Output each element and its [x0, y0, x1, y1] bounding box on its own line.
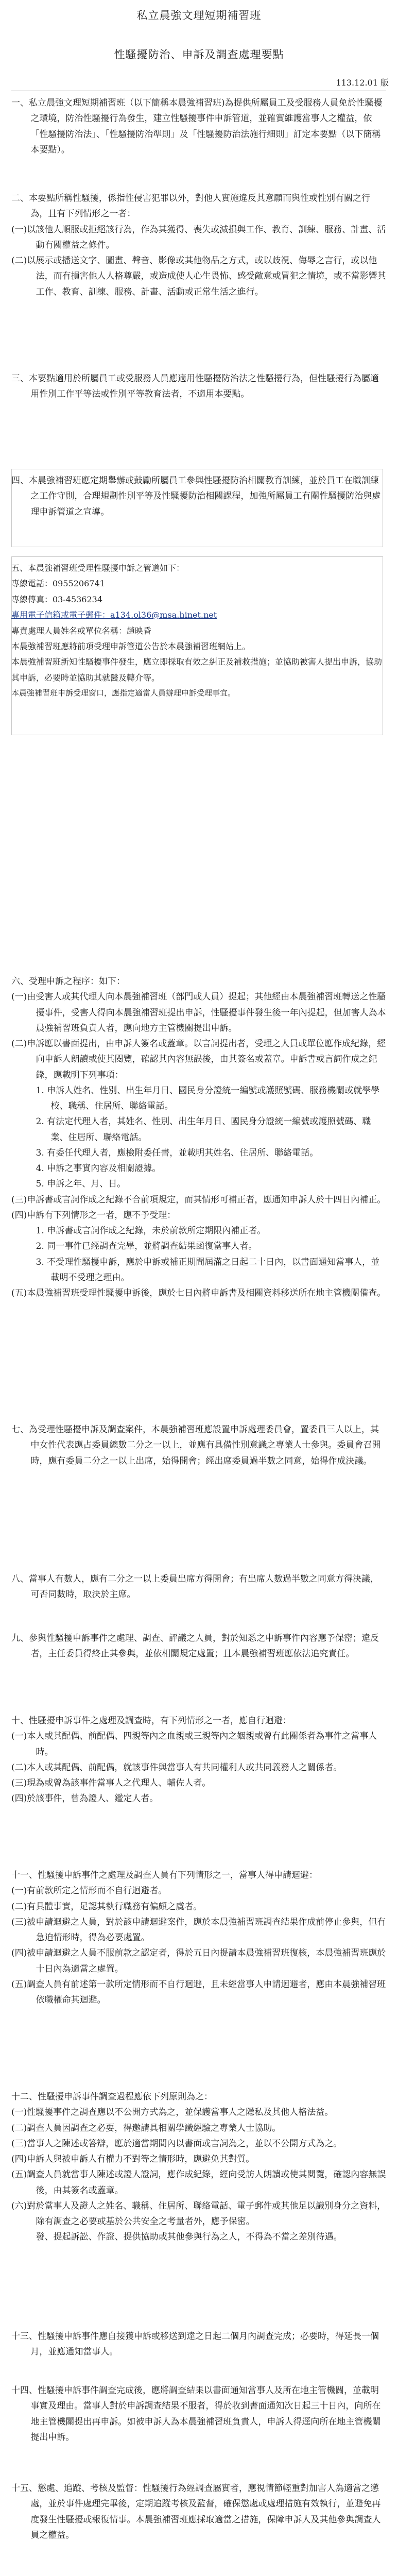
section-10-head: 十、性騷擾申訴事件之處理及調查時，有下列情形之一者，應自行迴避： [11, 1716, 291, 1726]
section-6-sub-2: 2. 有法定代理人者，其姓名、性別、出生年月日、國民身分證統一編號或護照號碼、職業、住居所、聯絡電話。 [36, 1116, 371, 1143]
section-10 [11, 1713, 387, 1807]
section-5-note: 本晨強補習班申訴受理窗口，應指定適當人員辦理申訴受理事宜。 [11, 688, 236, 698]
section-14 [11, 2383, 387, 2445]
section-2-head: 二、本要點所稱性騷擾，係指性侵害犯罪以外，對他人實施違反其意願而與性或性別有關之行為，且有下列情形之一者： [11, 193, 370, 219]
section-6-head: 六、受理申訴之程序：如下： [11, 976, 125, 987]
section-6-sub-8: 3. 不受理性騷擾申訴，應於申訴或補正期間屆滿之日起二十日內，以書面通知當事人，並載明不受理之理由。 [36, 1257, 380, 1283]
section-6-sub-4: 4. 申訴之事實內容及相關證據。 [36, 1163, 161, 1174]
section-6-item-5: (五)本晨強補習班受理性騷擾申訴後，應於七日內將申訴書及相關資料移送所在地主管機關備查。 [11, 1288, 386, 1298]
section-12-item-5: (五)調查人員就當事人陳述或證人證詞，應作成紀錄，經向受訪人朗讀或使其閱覽，確認內容無誤後，由其簽名或蓋章。 [11, 2170, 386, 2196]
hotline-fax: 專線傳真：03-4536234 [11, 594, 103, 604]
section-6 [11, 974, 387, 1301]
school-name: 私立晨強文理短期補習班 [136, 9, 262, 22]
section-13 [11, 2329, 387, 2360]
section-8 [11, 1571, 387, 1603]
section-7 [11, 1422, 387, 1469]
section-12-item-2: (二)調查人員因調查之必要，得邀請具相關學識經驗之專業人士協助。 [11, 2123, 281, 2133]
page-1 [0, 0, 398, 948]
section-2-item-1: (一)以該他人順服或拒絕該行為，作為其獲得、喪失或減損與工作、教育、訓練、服務、計畫、活動有關權益之條件。 [11, 224, 386, 250]
section-5-head: 五、本晨強補習班受理性騷擾申訴之管道如下： [11, 563, 185, 573]
section-10-item-2: (二)本人或其配偶、前配偶，就該事件與當事人有共同權利人或共同義務人之關係者。 [11, 1762, 342, 1773]
section-7-text: 七、為受理性騷擾申訴及調查案件，本晨強補習班應設置申訴處理委員會，置委員三人以上，其中女性代表應占委員總數二分之一以上，並應有具備性別意識之專業人士參與。委員會召開時，應有委員二分之一以上出席，始得開會；經出席委員過半數之同意，始得作成決議。 [11, 1425, 381, 1466]
section-12-item-6: (六)對於當事人及證人之姓名、職稱、住居所、聯絡電話、電子郵件或其他足以識別身分之資料，除有調查之必要或基於公共安全之考量者外，應予保密。 [11, 2200, 386, 2227]
page-2 [0, 969, 398, 2576]
complaint-email[interactable]: 專用電子信箱或電子郵件：a134.ol36@msa.hinet.net [11, 610, 217, 620]
section-15-text: 十五、懲處、追蹤、考核及監督：性騷擾行為經調查屬實者，應視情節輕重對加害人為適當之懲處，並於事件處理完畢後，定期追蹤考核及監督，確保懲處或處理措施有效執行，並避免再度發生性騷擾或報復情事。本晨強補習班應採取適當之措施，保障申訴人及其他參與調查人員之權益。 [11, 2483, 381, 2540]
section-4-text: 四、本晨強補習班應定期舉辦或鼓勵所屬員工參與性騷擾防治相關教育訓練，並於員工在職訓練之工作守則，合理規劃性別平等及性騷擾防治相關課程，加強所屬員工有關性騷擾防治與處理申訴管道之宣導。 [11, 476, 381, 517]
version-date: 113.12.01 版 [336, 78, 389, 88]
section-11-item-1: (一)有前款所定之情形而不自行迴避者。 [11, 1886, 167, 1896]
section-3-text: 三、本要點適用於所屬員工或受服務人員應適用性騷擾防治法之性騷擾行為，但性騷擾行為屬適用性別工作平等法或性別平等教育法者，不適用本要點。 [11, 374, 379, 400]
section-15 [11, 2481, 387, 2543]
section-3 [11, 371, 387, 402]
section-1 [11, 95, 387, 158]
section-14-text: 十四、性騷擾申訴事件調查完成後，應將調查結果以書面通知當事人及所在地主管機關，並載明事實及理由。當事人對於申訴調查結果不服者，得於收到書面通知次日起三十日內，向所在地主管機關提出再申訴。如被申訴人為本晨強補習班負責人，申訴人得逕向所在地主管機關提出申訴。 [11, 2385, 381, 2443]
section-8-text: 八、當事人有數人，應有二分之一以上委員出席方得開會；有出席人數過半數之同意方得決議，可否同數時，取決於主席。 [11, 1574, 379, 1600]
section-12-item-3: (三)當事人之陳述或答辯，應於適當期間內以書面或言詞為之，並以不公開方式為之。 [11, 2138, 342, 2149]
section-12-tail: 發、提起訴訟、作證、提供協助或其他參與行為之人，不得為不當之差別待遇。 [36, 2232, 342, 2243]
section-6-item-2: (二)申訴應以書面提出，由申訴人簽名或蓋章。以言詞提出者，受理之人員或單位應作成紀錄，經向申訴人朗讀或使其閱覽，確認其內容無誤後，由其簽名或蓋章。申訴書或言詞作成之紀錄，應載明下列事項： [11, 1039, 386, 1080]
section-13-text: 十三、性騷擾申訴事件應自接獲申訴或移送到達之日起二個月內調查完成；必要時，得延長一個月，並應通知當事人。 [11, 2331, 379, 2358]
contact-person: 專責處理人員姓名或單位名稱：趙映昏 [11, 625, 152, 636]
section-6-sub-5: 5. 申訴之年、月、日。 [36, 1179, 126, 1190]
section-11-item-3: (三)被申請迴避之人員，對於該申請迴避案件，應於本晨強補習班調查結果作成前停止參與，但有急迫情形時，得為必要處置。 [11, 1917, 386, 1943]
section-2 [11, 191, 387, 300]
section-11-head: 十一、性騷擾申訴事件之處理及調查人員有下列情形之一，當事人得申請迴避： [11, 1870, 318, 1880]
section-6-sub-6: 1. 申訴書或言詞作成之紀錄，未於前款所定期限內補正者。 [36, 1226, 266, 1236]
section-11-item-5: (五)調查人員有前述第一款所定情形而不自行迴避，且未經當事人申請迴避者，應由本晨強補習班依職權命其迴避。 [11, 1979, 386, 2005]
section-10-item-1: (一)本人或其配偶、前配偶、四親等內之血親或三親等內之姻親或曾有此關係者為事件之當事人時。 [11, 1731, 377, 1757]
section-6-sub-3: 3. 有委任代理人者，應檢附委任書，並載明其姓名、住居所、聯絡電話。 [36, 1147, 319, 1158]
section-12-item-1: (一)性騷擾事件之調查應以不公開方式為之，並保護當事人之隱私及其他人格法益。 [11, 2107, 334, 2118]
section-9-text: 九、參與性騷擾申訴事件之處理、調查、評議之人員，對於知悉之申訴事件內容應予保密；違反者，主任委員得終止其參與，並依相關規定處置；且本晨強補習班應依法追究責任。 [11, 1633, 379, 1659]
section-10-item-4: (四)於該事件，曾為證人、鑑定人者。 [11, 1793, 159, 1804]
section-12 [11, 2089, 387, 2245]
section-11-item-4: (四)被申請迴避之人員不服前款之認定者，得於五日內提請本晨強補習班復核，本晨強補習班應於十日內為適當之處置。 [11, 1948, 386, 1974]
section-11 [11, 1868, 387, 2008]
section-6-sub-1: 1. 申訴人姓名、性別、出生年月日、國民身分證統一編號或護照號碼、服務機關或就學學校、職稱、住居所、聯絡電話。 [36, 1085, 380, 1111]
section-1-text: 一、私立晨強文理短期補習班（以下簡稱本晨強補習班)為提供所屬員工及受服務人員免於性騷擾之環境，防治性騷擾行為發生，建立性騷擾事件申訴管道，並確實維護當事人之權益，依「性騷擾防治法」、「性騷擾防治準則」及「性騷擾防治法施行細則」訂定本要點（以下簡稱本要點）。 [11, 98, 383, 155]
section-5-line-6: 本晨強補習班新知性騷擾事件發生，應立即採取有效之糾正及補救措施；並協助被害人提出申訴，協助其申訴，必要時並協助其就醫及轉介等。 [11, 657, 383, 683]
section-6-item-4: (四)申訴有下列情形之一者，應不予受理： [11, 1210, 176, 1221]
section-12-head: 十二、性騷擾申訴事件調查過程應依下列原則為之： [11, 2092, 213, 2102]
section-4 [11, 473, 387, 520]
section-6-sub-7: 2. 同一事件已經調查完畢，並將調查結果函復當事人者。 [36, 1241, 257, 1252]
section-5 [11, 561, 387, 701]
doc-title: 性騷擾防治、申訴及調查處理要點 [114, 48, 284, 61]
hotline-phone: 專線電話：0955206741 [11, 579, 105, 589]
section-6-item-3: (三)申訴書或言詞作成之紀錄不合前項規定，而其情形可補正者，應通知申訴人於十四日內補正。 [11, 1194, 386, 1205]
section-5-line-5: 本晨強補習班應將前項受理申訴管道公告於本晨強補習班網站上。 [11, 641, 251, 651]
section-10-item-3: (三)現為或曾為該事件當事人之代理人、輔佐人者。 [11, 1778, 211, 1788]
section-12-item-4: (四)申訴人與被申訴人有權力不對等之情形時，應避免其對質。 [11, 2154, 255, 2164]
section-9 [11, 1631, 387, 1662]
section-2-item-2: (二)以展示或播送文字、圖畫、聲音、影像或其他物品之方式，或以歧視、侮辱之言行，或以他法，而有損害他人人格尊嚴，或造成使人心生畏怖、感受敵意或冒犯之情境，或不當影響其工作、教育、訓練、服務、計畫、活動或正常生活之進行。 [11, 256, 386, 297]
section-6-item-1: (一)由受害人或其代理人向本晨強補習班（部門或人員）提起；其他經由本晨強補習班轉送之性騷擾事件，受害人得向本晨強補習班提出申訴，性騷擾事件發生後一年內提起，但加害人為本晨強補習班負責人者，應向地方主管機關提出申訴。 [11, 992, 386, 1033]
section-11-item-2: (二)有具體事實，足認其執行職務有偏頗之虞者。 [11, 1901, 202, 1912]
